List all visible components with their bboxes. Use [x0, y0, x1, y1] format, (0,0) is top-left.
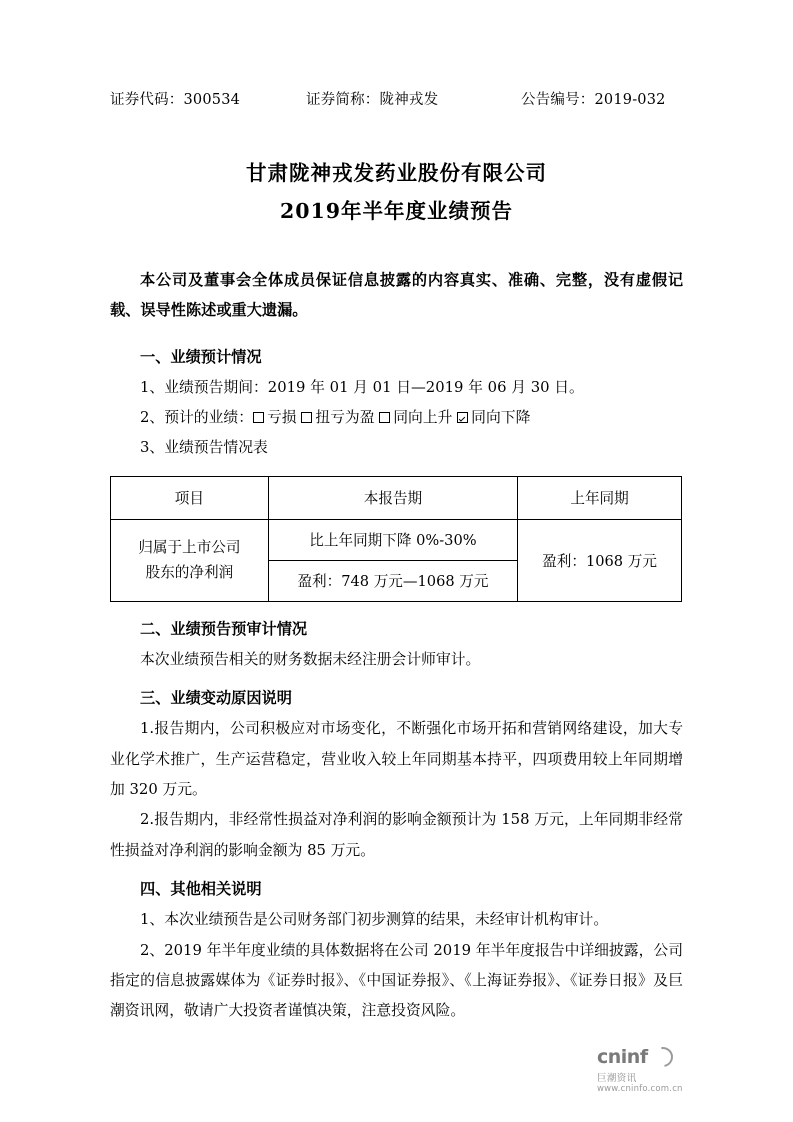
- table-header-item: 项目: [111, 476, 269, 519]
- page-title: [110, 155, 683, 231]
- table-row-label: [111, 519, 269, 601]
- cninfo-logo-text: cninf: [597, 1046, 648, 1068]
- table-header-previous: 上年同期: [518, 476, 682, 519]
- section-4-paragraph-1: 1、本次业绩预告是公司财务部门初步测算的结果，未经审计机构审计。: [140, 911, 609, 929]
- section-3-heading: 三、业绩变动原因说明: [140, 689, 292, 708]
- section-1-heading: 一、业绩预计情况: [140, 347, 262, 366]
- option-turnaround-label: 扭亏为盈: [315, 409, 375, 427]
- cninfo-logo-cn: 巨潮资讯: [597, 1073, 637, 1084]
- table-cell-current-2: 盈利：748 万元—1068 万元: [268, 560, 517, 601]
- security-name: 证券简称：陇神戎发: [306, 92, 439, 108]
- checkbox-same-up-icon[interactable]: [379, 412, 390, 423]
- table-row: [111, 519, 682, 560]
- notice-number: 公告编号：2019-032: [521, 92, 666, 108]
- title-line-2: 2019年半年度业绩预告: [279, 198, 514, 223]
- forecast-table-caption: 3、业绩预告情况表: [140, 439, 268, 457]
- checkbox-same-down-icon[interactable]: [457, 412, 468, 423]
- forecast-type-prefix: 2、预计的业绩：: [140, 409, 253, 427]
- security-code: 证券代码：300534: [110, 92, 241, 108]
- option-loss-label: 亏损: [267, 409, 297, 427]
- section-3-paragraph-2: 2.报告期内，非经常性损益对净利润的影响金额预计为 158 万元，上年同期非经常性损益对净利润的影响金额为 85 万元。: [110, 811, 683, 859]
- table-header-current: 本报告期: [268, 476, 517, 519]
- table-cell-previous: 盈利：1068 万元: [518, 519, 682, 601]
- row-label-line-2: 股东的净利润: [145, 564, 234, 582]
- forecast-period: 1、业绩预告期间：2019 年 01 月 01 日—2019 年 06 月 30 日。: [140, 378, 584, 396]
- cninfo-watermark: [597, 1046, 727, 1094]
- forecast-type-row: [110, 403, 683, 433]
- section-2-body: 本次业绩预告相关的财务数据未经注册会计师审计。: [140, 650, 481, 668]
- section-3-paragraph-1: 1.报告期内，公司积极应对市场变化，不断强化市场开拓和营销网络建设，加大专业化学术推广，生产运营稳定，营业收入较上年同期基本持平，四项费用较上年同期增加 320 万元。: [110, 720, 683, 799]
- cninfo-url: www.cninfo.com.cn: [597, 1084, 683, 1094]
- title-line-1: 甘肃陇神戎发药业股份有限公司: [246, 161, 547, 185]
- swirl-icon: [649, 1043, 677, 1071]
- table-header-row: [111, 476, 682, 519]
- logo-row: [597, 1046, 727, 1068]
- section-4-paragraph-2: 2、2019 年半年度业绩的具体数据将在公司 2019 年半年度报告中详细披露，公司指定的信息披露媒体为《证券时报》、《中国证券报》、《上海证券报》、《证券日报》及巨潮资讯网，敬请广大投资者谨慎决策，注意投资风险。: [110, 941, 683, 1020]
- header-row: [110, 88, 683, 109]
- disclosure-statement: 本公司及董事会全体成员保证信息披露的内容真实、准确、完整，没有虚假记载、误导性陈述或重大遗漏。: [110, 270, 683, 320]
- checkbox-loss-icon[interactable]: [253, 412, 264, 423]
- option-same-up-label: 同向上升: [393, 409, 453, 427]
- checkbox-turnaround-icon[interactable]: [301, 412, 312, 423]
- section-4-heading: 四、其他相关说明: [140, 880, 262, 899]
- row-label-line-1: 归属于上市公司: [138, 538, 241, 556]
- forecast-table: [110, 476, 682, 602]
- section-2-heading: 二、业绩预告预审计情况: [140, 619, 308, 638]
- table-cell-current-1: 比上年同期下降 0%-30%: [268, 519, 517, 560]
- option-same-down-label: 同向下降: [471, 409, 531, 427]
